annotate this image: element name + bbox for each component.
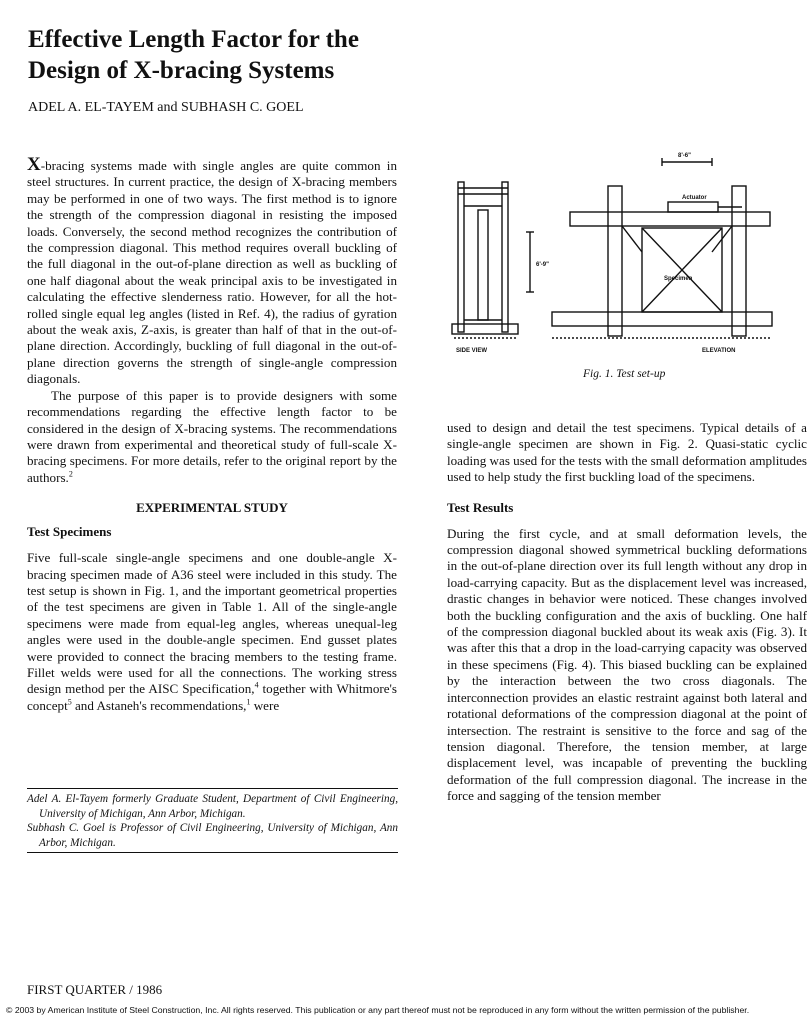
results-paragraph: During the first cycle, and at small deformation levels, the compression diagonal showed symmetrical buckling deformations in the out-of-plane direction over its full length without any drop in load-carrying capacity. But as the displacement level was increased, drastic changes in behavior were noticed. These changes involved both the buckling configuration and the axis of buckling. One half of the compression diagonal buckled about its weak axis (Fig. 3). It was after this that a drop in the load-carrying capacity was observed in these specimens (Fig. 4). This biased buckling can be explained by the interaction between the two cross diagonals. The interconnection provides an elastic restraint against both lateral and rotational deformations of the compression diagonal at the point of intersection. The restraint is sensitive to the force and sag of the tension diagonal. Therefore, the tension member, at large displacement level, was incapable of preventing the buckling deformation of the full compression diagonal. The increase in the force and sagging of the tension member <box>447 525 807 804</box>
top-dimension-label: 8'-6" <box>678 153 691 159</box>
specimens-text-b: together with Whitmore's concept <box>27 681 397 713</box>
elevation-top-beam <box>570 212 770 226</box>
specimens-paragraph <box>27 550 397 714</box>
side-view-right-post <box>502 182 508 332</box>
test-setup-figure <box>452 152 772 362</box>
section-heading-experimental: EXPERIMENTAL STUDY <box>136 500 288 516</box>
author-footnote <box>27 788 398 853</box>
elevation-left-column <box>608 186 622 336</box>
issue-footer: FIRST QUARTER / 1986 <box>27 982 163 997</box>
purpose-text: The purpose of this paper is to provide designers with some recommendations regarding the effective length factor to be considered in the design of X-bracing systems. The recommendations were drawn from experimental and theoretical study of full-scale X-bracing specimens. For more details, refer to the original report by the authors. <box>27 387 397 485</box>
subheading-test-results: Test Results <box>447 499 514 515</box>
specimen-label: Specimen <box>664 276 693 282</box>
continued-paragraph: used to design and detail the test specimens. Typical details of a single-angle specimen are shown in Fig. 2. Quasi-static cyclic loading was used for the tests with the small deformation amplitudes used to help study the first buckling load of the specimens. <box>447 420 807 485</box>
actuator-label: Actuator <box>682 195 707 201</box>
footnote-el-tayem: Adel A. El-Tayem formerly Graduate Student, Department of Civil Engineering, University of Michigan, Ann Arbor, Michigan. <box>27 793 398 820</box>
intro-text: -bracing systems made with single angles are quite common in steel structures. In current practice, the design of X-bracing members may be performed in one of two ways. The first method is to ignore the strength of the compression diagonal in resisting the imposed loads. Conversely, the second method recognizes the contribution of the compression diagonal. This method requires overall buckling of the full diagonal in the out-of-plane direction as well as buckling of one half diagonal about the weak principal axis to be investigated in calculating the effective slenderness ratio. However, for all the hot-rolled single equal leg angles (listed in Ref. 4), the radius of gyration about the weak axis, Z-axis, is greater than half of that in the out-of-plane direction. Accordingly, buckling of full diagonal in the out-of-plane direction governs the strength of single-angle compression diagonals. <box>27 158 397 387</box>
side-view-column <box>478 210 488 320</box>
article-title: Effective Length Factor for the Design of X-bracing Systems <box>28 26 359 84</box>
elevation-base-beam <box>552 312 772 326</box>
intro-paragraph <box>27 154 397 388</box>
elevation-label: ELEVATION <box>702 348 736 354</box>
copyright-notice: © 2003 by American Institute of Steel Construction, Inc. All rights reserved. This publication or any part thereof must not be reproduced in any form without the written permission of the publisher. <box>6 1005 750 1015</box>
purpose-paragraph <box>27 388 397 486</box>
figure-caption: Fig. 1. Test set-up <box>583 368 666 380</box>
reference-2: 2 <box>68 469 73 479</box>
elevation-right-column <box>732 186 746 336</box>
reference-1: 1 <box>246 697 251 707</box>
specimens-text-d: were <box>250 697 280 713</box>
authors-line: ADEL A. EL-TAYEM and SUBHASH C. GOEL <box>28 100 304 115</box>
left-column <box>27 154 397 714</box>
drop-cap: X <box>27 154 41 175</box>
side-view-label: SIDE VIEW <box>456 348 488 354</box>
side-view-left-post <box>458 182 464 332</box>
side-dimension-label: 6'-9" <box>536 262 549 268</box>
footnote-goel: Subhash C. Goel is Professor of Civil Engineering, University of Michigan, Ann Arbor, Michigan. <box>27 822 398 849</box>
right-column <box>447 420 807 805</box>
subheading-test-specimens: Test Specimens <box>27 524 112 540</box>
specimens-text-a: Five full-scale single-angle specimens and one double-angle X-bracing specimen made of A36 steel were included in this study. The test setup is shown in Fig. 1, and the important geometrical properties of the test specimens are given in Table 1. All of the single-angle specimens were made from equal-leg angles, whereas unequal-leg angles were used in the double-angle specimen. End gusset plates were provided to connect the bracing members to the testing frame. Fillet welds were used for all the connections. The working stress design method per the AISC Specification, <box>27 550 397 697</box>
actuator <box>668 202 718 212</box>
specimens-text-c: and Astaneh's recommendations, <box>71 697 247 713</box>
reference-4: 4 <box>254 681 259 691</box>
reference-5: 5 <box>67 697 72 707</box>
